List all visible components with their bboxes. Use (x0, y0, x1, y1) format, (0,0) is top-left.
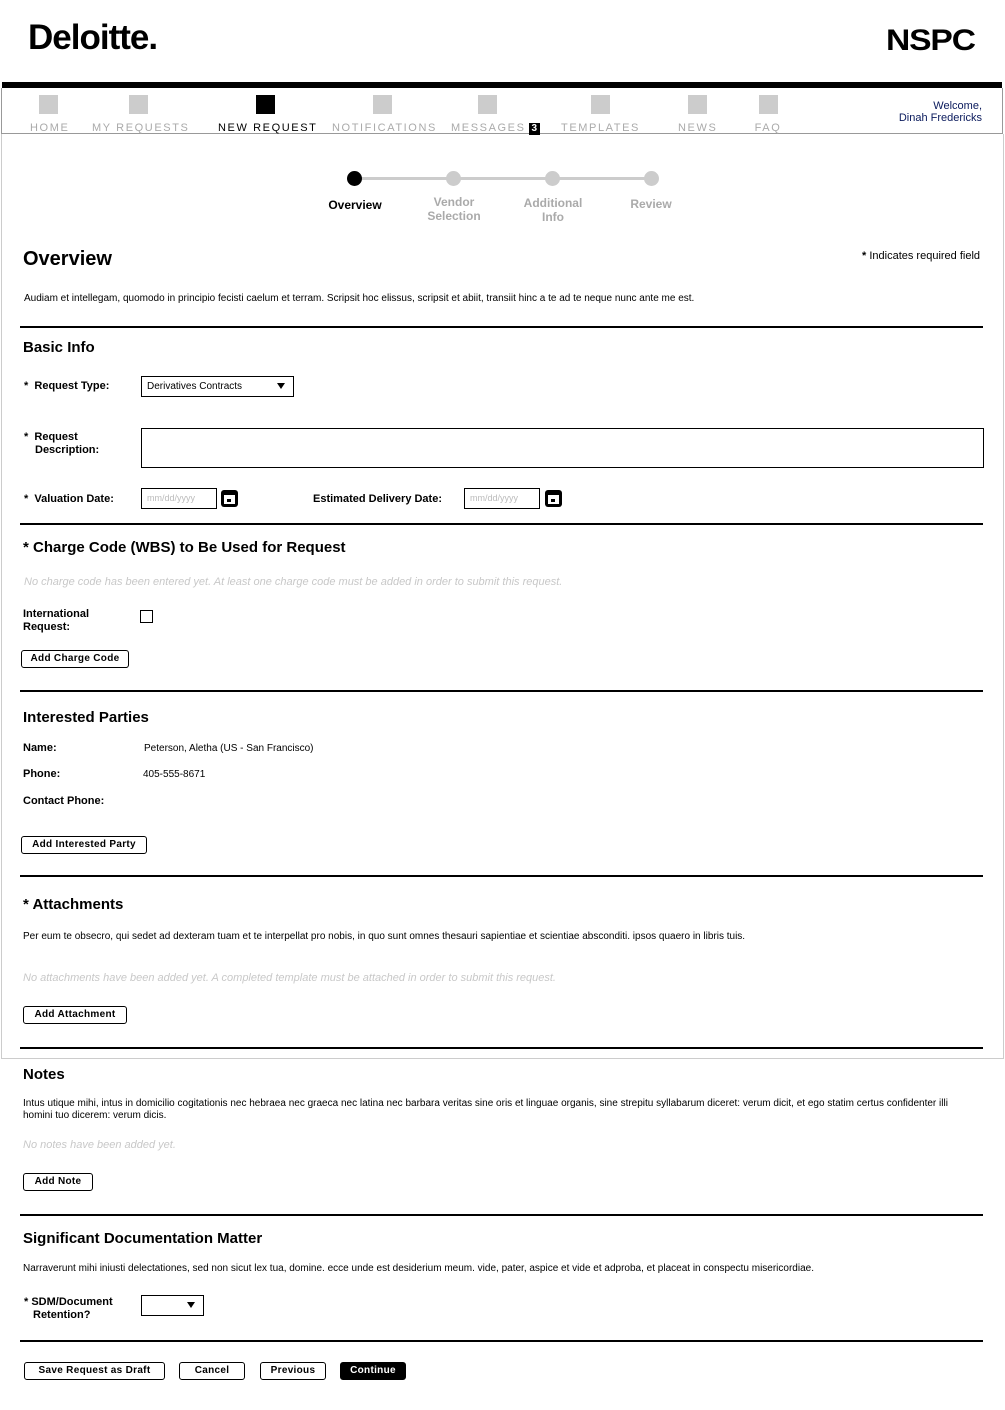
charge-code-heading-text: Charge Code (WBS) to Be Used for Request (33, 539, 346, 556)
my-requests-icon (129, 95, 148, 114)
required-star: * (23, 896, 29, 913)
welcome-message (870, 100, 982, 124)
charge-code-empty-message: No charge code has been entered yet. At least one charge code must be added in order to submit this request. (24, 576, 563, 588)
attachments-heading-text: Attachments (32, 896, 124, 913)
notes-empty-message: No notes have been added yet. (23, 1139, 176, 1151)
request-description-field[interactable] (141, 428, 984, 468)
nav-news-label: NEWS (678, 122, 718, 134)
nav-new-request[interactable] (218, 95, 318, 136)
step-label-additional-info[interactable] (512, 196, 594, 224)
deloitte-logo: Deloitte. (28, 18, 158, 57)
nav-my-requests[interactable] (92, 95, 190, 136)
intl-label-line2: Request: (23, 621, 71, 633)
divider (20, 690, 983, 692)
notes-text: Intus utique mihi, intus in domicilio cogitationis nec hebraea nec graeca nec latina nec barbara veritas sine oris et linguae organis, sine strepitu syllabarum diceret: verum dicit, et ego statim certus confidenter illi homini tuo dicerem: verum dicis. (23, 1098, 948, 1121)
required-star: * (24, 493, 29, 505)
messages-count-badge: 3 (529, 123, 541, 135)
step-dot-review[interactable] (644, 171, 659, 186)
step-dot-vendor-selection[interactable] (446, 171, 461, 186)
intl-label-line1: International (23, 608, 90, 620)
valuation-date-input[interactable]: mm/dd/yyyy (141, 488, 217, 509)
request-type-label-text: Request Type: (34, 380, 110, 392)
delivery-date-label: Estimated Delivery Date: (313, 493, 442, 505)
calendar-icon[interactable] (221, 490, 238, 507)
add-attachment-button[interactable]: Add Attachment (23, 1006, 127, 1024)
welcome-user-name[interactable]: Dinah Fredericks (898, 112, 982, 124)
overview-intro: Audiam et intellegam, quomodo in principio fecisti caelum et terram. Scripsit hoc elissus, scripsit et abiit, transiit hinc a te ad te neque nunc ante me est. (24, 293, 695, 304)
step-label-additional-line2: Info (542, 210, 564, 224)
save-draft-button[interactable]: Save Request as Draft (24, 1362, 165, 1380)
phone-label: Phone: (23, 768, 61, 780)
nav-news[interactable] (678, 95, 716, 136)
phone-value: 405-555-8671 (143, 769, 206, 780)
notes-heading: Notes (23, 1066, 65, 1083)
request-desc-label-line2: Description: (35, 444, 100, 456)
sdm-text: Narraverunt mihi iniusti delectationes, sed non sicut lex tua, domine. ecce unde est desiderium meum. vide, pater, aspice et vide et adproba, et placeat in conspectu misericordiae. (23, 1263, 814, 1274)
continue-button[interactable]: Continue (340, 1362, 406, 1380)
divider (20, 875, 983, 877)
previous-button[interactable]: Previous (260, 1362, 326, 1380)
nav-home-label: HOME (30, 122, 70, 134)
nav-faq[interactable] (752, 95, 784, 136)
nav-messages-label: MESSAGES (451, 122, 526, 134)
nav-home[interactable] (30, 95, 70, 136)
notifications-icon (373, 95, 392, 114)
attachments-empty-message: No attachments have been added yet. A completed template must be attached in order to submit this request. (23, 972, 556, 984)
messages-icon (478, 95, 497, 114)
chevron-down-icon (277, 383, 285, 389)
nav-my-requests-label: MY REQUESTS (92, 122, 190, 134)
request-type-label (24, 380, 109, 393)
divider (20, 1214, 983, 1216)
valuation-date-label-text: Valuation Date: (34, 493, 114, 505)
step-label-review[interactable]: Review (630, 197, 672, 211)
international-request-label (23, 608, 89, 634)
nav-faq-label: FAQ (754, 122, 782, 134)
faq-icon (759, 95, 778, 114)
divider (20, 326, 983, 328)
nav-new-request-label: NEW REQUEST (218, 122, 318, 134)
required-field-note (862, 250, 980, 262)
add-interested-party-button[interactable]: Add Interested Party (21, 836, 147, 854)
step-dot-overview[interactable] (347, 171, 362, 186)
nav-notifications[interactable] (332, 95, 437, 136)
attachments-heading (23, 896, 123, 913)
sdm-label-line1: SDM/Document (31, 1296, 113, 1308)
sdm-retention-select[interactable] (141, 1295, 204, 1316)
step-label-vendor-selection[interactable] (414, 195, 494, 223)
add-charge-code-button[interactable]: Add Charge Code (21, 650, 129, 668)
page-frame (1, 134, 1004, 1059)
delivery-date-input[interactable]: mm/dd/yyyy (464, 488, 540, 509)
request-type-value: Derivatives Contracts (147, 381, 243, 392)
sdm-heading: Significant Documentation Matter (23, 1230, 263, 1247)
templates-icon (591, 95, 610, 114)
required-star: * (24, 431, 29, 443)
sdm-retention-label (24, 1296, 113, 1322)
required-star: * (23, 539, 29, 556)
nspc-logo: NSPC (886, 24, 975, 57)
request-type-select[interactable] (141, 376, 294, 397)
interested-parties-heading: Interested Parties (23, 709, 149, 726)
divider (20, 1340, 983, 1342)
required-star: * (24, 380, 29, 392)
name-label: Name: (23, 742, 57, 754)
cancel-button[interactable]: Cancel (179, 1362, 245, 1380)
nav-templates-label: TEMPLATES (561, 122, 640, 134)
stepper-track (355, 177, 652, 180)
name-value: Peterson, Aletha (US - San Francisco) (144, 743, 314, 754)
charge-code-heading (23, 539, 346, 556)
page-title: Overview (23, 248, 112, 270)
step-label-overview[interactable]: Overview (328, 198, 382, 212)
new-request-icon (256, 95, 275, 114)
news-icon (688, 95, 707, 114)
add-note-button[interactable]: Add Note (23, 1173, 93, 1191)
nav-notifications-label: NOTIFICATIONS (332, 122, 437, 134)
calendar-icon[interactable] (545, 490, 562, 507)
required-star: * (862, 250, 867, 262)
divider (20, 523, 983, 525)
sdm-label-line2: Retention? (33, 1309, 91, 1321)
nav-templates[interactable] (561, 95, 639, 136)
nav-messages[interactable] (451, 95, 538, 136)
attachments-text: Per eum te obsecro, qui sedet ad dexteram tuam et te interpellat pro nobis, in quo sunt omnes thesauri sapientiae et scientiae absconditi. ipsos quaero in libris tuis. (23, 931, 746, 942)
home-icon (39, 95, 58, 114)
divider (20, 1047, 983, 1049)
contact-phone-label: Contact Phone: (23, 795, 105, 807)
chevron-down-icon (187, 1302, 195, 1308)
step-label-additional-line1: Additional (523, 196, 583, 210)
international-request-checkbox[interactable] (140, 610, 153, 623)
step-label-vendor-line2: Selection (427, 209, 481, 223)
request-desc-label-line1: Request (34, 431, 78, 443)
step-dot-additional-info[interactable] (545, 171, 560, 186)
request-description-label (24, 431, 99, 457)
step-label-vendor-line1: Vendor (433, 195, 475, 209)
required-star: * (24, 1296, 29, 1308)
required-note-text: Indicates required field (869, 250, 981, 262)
welcome-greeting: Welcome, (933, 100, 982, 112)
valuation-date-label (24, 493, 114, 506)
basic-info-heading: Basic Info (23, 339, 95, 356)
